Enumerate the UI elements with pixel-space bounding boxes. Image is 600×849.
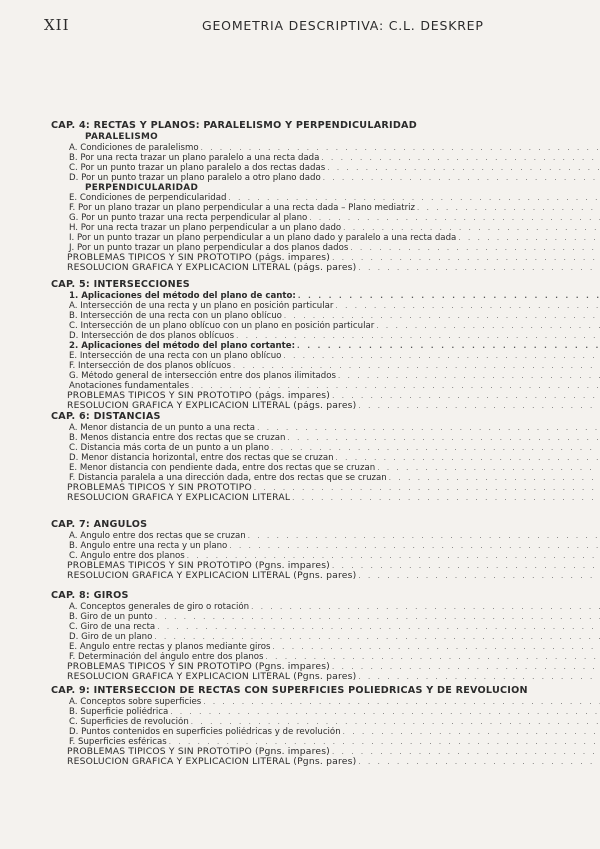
toc-entry bbox=[51, 531, 600, 541]
toc-entry-text: E. Menor distancia con pendiente dada, entre dos rectas que se cruzan bbox=[69, 463, 376, 473]
dot-leader bbox=[157, 622, 600, 632]
toc-entry bbox=[51, 173, 600, 183]
toc-entry-text: F. Determinación del ángulo entre dos planos bbox=[69, 652, 264, 662]
toc-entry bbox=[51, 263, 600, 273]
toc-entry bbox=[51, 203, 600, 213]
dot-leader bbox=[309, 213, 600, 223]
toc-entry-text: B. Por una recta trazar un plano paralelo a una recta dada bbox=[69, 152, 320, 163]
dot-leader bbox=[332, 662, 600, 672]
toc-entry bbox=[51, 717, 600, 727]
toc-entry bbox=[51, 443, 600, 453]
dot-leader bbox=[191, 381, 600, 391]
dot-leader bbox=[377, 463, 600, 473]
dot-leader bbox=[248, 531, 600, 541]
dot-leader bbox=[154, 632, 600, 642]
toc-entry-text: RESOLUCION GRAFICA Y EXPLICACION LITERAL (págs. pares) bbox=[67, 263, 357, 273]
dot-leader bbox=[169, 737, 600, 747]
toc-entry bbox=[51, 331, 600, 341]
toc-entry bbox=[51, 493, 600, 503]
toc-entry-text: F. Distancia paralela a una dirección dada, entre dos rectas que se cruzan bbox=[69, 473, 387, 483]
toc-entry bbox=[51, 737, 600, 747]
chapter-6 bbox=[51, 411, 600, 503]
dot-leader bbox=[343, 223, 600, 233]
toc-entry bbox=[51, 672, 600, 682]
dot-leader bbox=[203, 697, 600, 707]
toc-entry-text: H. Por una recta trazar un plano perpendicular a un plano dado bbox=[69, 223, 342, 233]
dot-leader bbox=[338, 371, 600, 381]
toc-entry bbox=[51, 351, 600, 361]
dot-leader bbox=[332, 391, 600, 401]
toc-entry bbox=[51, 193, 600, 203]
toc-entry bbox=[51, 602, 600, 612]
toc-entry-text: F. Por un plano trazar un plano perpendicular a una recta dada – Plano mediatriz bbox=[69, 203, 416, 213]
toc-entry-text: E. Intersección de una recta con un plano oblícuo bbox=[69, 351, 282, 361]
dot-leader bbox=[257, 423, 600, 433]
toc-entry bbox=[51, 381, 600, 391]
toc-entry-text: C. Distancia más corta de un punto a un plano bbox=[69, 443, 270, 453]
toc-entry-text: B. Angulo entre una recta y un plano bbox=[69, 541, 228, 551]
toc-entry-text: B. Giro de un punto bbox=[69, 612, 153, 622]
chapter-title: CAP. 6: DISTANCIAS bbox=[51, 411, 161, 422]
toc-entry bbox=[51, 707, 600, 717]
toc-entry bbox=[51, 453, 600, 463]
toc-entry-text: D. Giro de un plano bbox=[69, 632, 153, 642]
toc-entry-text: G. Método general de intersección entre dos planos ilimitados bbox=[69, 371, 336, 381]
toc-entry-text: PROBLEMAS TIPICOS Y SIN PROTOTIPO (Pgns. impares) bbox=[67, 561, 330, 571]
chapter-title: CAP. 8: GIROS bbox=[51, 590, 129, 601]
toc-entry bbox=[51, 561, 600, 571]
toc-entry bbox=[51, 612, 600, 622]
toc-entry-text: 2. Aplicaciones del método del plano cortante: bbox=[69, 341, 296, 351]
dot-leader bbox=[298, 291, 600, 301]
toc-entry-text: C. Por un punto trazar un plano paralelo a dos rectas dadas bbox=[69, 162, 326, 173]
toc-entry bbox=[51, 433, 600, 443]
toc-entry-text: A. Angulo entre dos rectas que se cruzan bbox=[69, 531, 246, 541]
toc-entry-text: A. Conceptos generales de giro o rotación bbox=[69, 602, 250, 612]
chapter-9 bbox=[51, 685, 600, 767]
toc-entry bbox=[51, 143, 600, 153]
toc-entry bbox=[51, 401, 600, 411]
toc-entry bbox=[51, 747, 600, 757]
toc-entry-text: B. Intersección de una recta con un plano oblícuo bbox=[69, 311, 282, 321]
dot-leader bbox=[191, 717, 600, 727]
toc-entry-text: G. Por un punto trazar una recta perpendicular al plano bbox=[69, 213, 308, 223]
toc-entry-text: PROBLEMAS TIPICOS Y SIN PROTOTIPO (Pgns. impares) bbox=[67, 662, 330, 672]
toc-entry bbox=[51, 551, 600, 561]
toc-entry-text: D. Menor distancia horizontal, entre dos rectas que se cruzan bbox=[69, 453, 334, 463]
toc-entry-text: D. Intersección de dos planos oblícuos bbox=[69, 331, 235, 341]
toc-entry bbox=[51, 153, 600, 163]
dot-leader bbox=[273, 642, 600, 652]
toc-entry bbox=[51, 622, 600, 632]
toc-entry-text: F. Intersección de dos planos oblícuos bbox=[69, 361, 232, 371]
toc-entry-text: A. Condiciones de paralelismo bbox=[69, 142, 199, 153]
toc-entry-text: B. Menos distancia entre dos rectas que se cruzan bbox=[69, 433, 286, 443]
chapter-title: CAP. 5: INTERSECCIONES bbox=[51, 279, 190, 290]
dot-leader bbox=[284, 311, 600, 321]
toc-entry bbox=[51, 233, 600, 243]
dot-leader bbox=[417, 203, 600, 213]
dot-leader bbox=[266, 652, 600, 662]
toc-entry bbox=[51, 301, 600, 311]
toc-entry-text: D. Por un punto trazar un plano paralelo a otro plano dado bbox=[69, 172, 321, 183]
toc-entry-text: F. Superficies esféricas bbox=[69, 737, 167, 747]
dot-leader bbox=[458, 233, 600, 243]
toc-entry bbox=[51, 163, 600, 173]
dot-leader bbox=[170, 707, 600, 717]
chapter-8 bbox=[51, 590, 600, 682]
toc-entry-text: A. Conceptos sobre superficies bbox=[69, 697, 202, 707]
toc-section-heading bbox=[51, 132, 600, 143]
dot-leader bbox=[201, 143, 600, 153]
dot-leader bbox=[236, 331, 600, 341]
dot-leader bbox=[343, 727, 600, 737]
chapter-4 bbox=[51, 120, 600, 273]
dot-leader bbox=[187, 551, 600, 561]
dot-leader bbox=[358, 757, 600, 767]
dot-leader bbox=[254, 483, 600, 493]
toc-entry-text: PROBLEMAS TIPICOS Y SIN PROTOTIPO (págs. impares) bbox=[67, 253, 331, 263]
dot-leader bbox=[297, 341, 600, 351]
dot-leader bbox=[389, 473, 600, 483]
dot-leader bbox=[287, 433, 600, 443]
toc-entry bbox=[51, 541, 600, 551]
toc-entry bbox=[51, 341, 600, 351]
dot-leader bbox=[229, 541, 600, 551]
chapter-5 bbox=[51, 279, 600, 411]
toc-entry bbox=[51, 423, 600, 433]
dot-leader bbox=[228, 193, 600, 203]
toc-entry bbox=[51, 473, 600, 483]
toc-entry-text: RESOLUCION GRAFICA Y EXPLICACION LITERAL (Pgns. pares) bbox=[67, 571, 357, 581]
dot-leader bbox=[358, 401, 600, 411]
toc-entry-text: C. Superficies de revolución bbox=[69, 717, 189, 727]
dot-leader bbox=[376, 321, 600, 331]
toc-entry bbox=[51, 223, 600, 233]
toc-entry-text: 1. Aplicaciones del método del plano de canto: bbox=[69, 291, 296, 301]
toc-entry bbox=[51, 391, 600, 401]
toc-entry-text: I. Por un punto trazar un plano perpendicular a un plano dado y paralelo a una recta dada bbox=[69, 233, 457, 243]
toc-entry-text: A. Intersección de una recta y un plano en posición particular bbox=[69, 301, 334, 311]
toc-entry-text: E. Condiciones de perpendicularidad bbox=[69, 193, 227, 203]
toc-entry bbox=[51, 571, 600, 581]
dot-leader bbox=[335, 301, 600, 311]
toc-entry-text: C. Intersección de un plano oblícuo con un plano en posición particular bbox=[69, 321, 375, 331]
chapter-7 bbox=[51, 519, 600, 581]
toc-entry-text: PROBLEMAS TIPICOS Y SIN PROTOTIPO bbox=[67, 483, 252, 493]
dot-leader bbox=[251, 602, 600, 612]
toc-entry-text: D. Puntos contenidos en superficies poliédricas y de revolución bbox=[69, 727, 341, 737]
chapter-title: CAP. 4: RECTAS Y PLANOS: PARALELISMO Y PERPENDICULARIDAD bbox=[51, 120, 417, 131]
dot-leader bbox=[233, 361, 600, 371]
toc-entry bbox=[51, 652, 600, 662]
toc-section-heading bbox=[51, 183, 600, 194]
dot-leader bbox=[350, 243, 600, 253]
toc-entry-text: C. Angulo entre dos planos bbox=[69, 551, 185, 561]
running-head: GEOMETRIA DESCRIPTIVA: C.L. DESKREP bbox=[202, 18, 484, 33]
toc-entry-text: Anotaciones fundamentales bbox=[69, 381, 190, 391]
toc-entry bbox=[51, 463, 600, 473]
dot-leader bbox=[283, 351, 600, 361]
toc-entry bbox=[51, 361, 600, 371]
toc-entry-text: RESOLUCION GRAFICA Y EXPLICACION LITERAL (Pgns. pares) bbox=[67, 672, 357, 682]
toc-entry bbox=[51, 243, 600, 253]
toc-entry-text: PERPENDICULARIDAD bbox=[85, 182, 199, 193]
dot-leader bbox=[155, 612, 600, 622]
dot-leader bbox=[321, 153, 600, 163]
dot-leader bbox=[327, 163, 600, 173]
toc-entry-text: RESOLUCION GRAFICA Y EXPLICACION LITERAL (págs. pares) bbox=[67, 401, 357, 411]
toc-entry bbox=[51, 757, 600, 767]
toc-entry bbox=[51, 483, 600, 493]
dot-leader bbox=[332, 253, 600, 263]
toc-entry bbox=[51, 662, 600, 672]
toc-entry bbox=[51, 311, 600, 321]
chapter-title: CAP. 9: INTERSECCION DE RECTAS CON SUPERFICIES POLIEDRICAS Y DE REVOLUCION bbox=[51, 685, 528, 696]
toc-entry bbox=[51, 642, 600, 652]
toc-entry bbox=[51, 291, 600, 301]
toc-entry bbox=[51, 697, 600, 707]
chapter-title: CAP. 7: ANGULOS bbox=[51, 519, 148, 530]
dot-leader bbox=[332, 561, 600, 571]
toc-entry-text: A. Menor distancia de un punto a una recta bbox=[69, 423, 256, 433]
dot-leader bbox=[336, 453, 600, 463]
toc-entry-text: B. Superficie poliédrica bbox=[69, 707, 169, 717]
dot-leader bbox=[358, 263, 600, 273]
toc-entry-text: C. Giro de una recta bbox=[69, 622, 156, 632]
toc-entry bbox=[51, 253, 600, 263]
toc-entry bbox=[51, 632, 600, 642]
toc-entry-text: RESOLUCION GRAFICA Y EXPLICACION LITERAL bbox=[67, 493, 291, 503]
toc-entry bbox=[51, 371, 600, 381]
dot-leader bbox=[292, 493, 600, 503]
toc-entry bbox=[51, 727, 600, 737]
toc-entry-text: RESOLUCION GRAFICA Y EXPLICACION LITERAL (Pgns. pares) bbox=[67, 757, 357, 767]
toc-entry bbox=[51, 213, 600, 223]
dot-leader bbox=[358, 571, 600, 581]
toc-entry-text: PROBLEMAS TIPICOS Y SIN PROTOTIPO (págs. impares) bbox=[67, 391, 331, 401]
dot-leader bbox=[323, 173, 600, 183]
toc-entry-text: J. Por un punto trazar un plano perpendicular a dos planos dados bbox=[69, 243, 349, 253]
toc-entry-text: PROBLEMAS TIPICOS Y SIN PROTOTIPO (Pgns. impares) bbox=[67, 747, 330, 757]
toc-entry bbox=[51, 321, 600, 331]
toc-entry-text: PARALELISMO bbox=[85, 132, 159, 142]
dot-leader bbox=[332, 747, 600, 757]
page-number: XII bbox=[44, 16, 70, 34]
dot-leader bbox=[271, 443, 600, 453]
toc-entry-text: E. Angulo entre rectas y planos mediante giros bbox=[69, 642, 271, 652]
dot-leader bbox=[358, 672, 600, 682]
